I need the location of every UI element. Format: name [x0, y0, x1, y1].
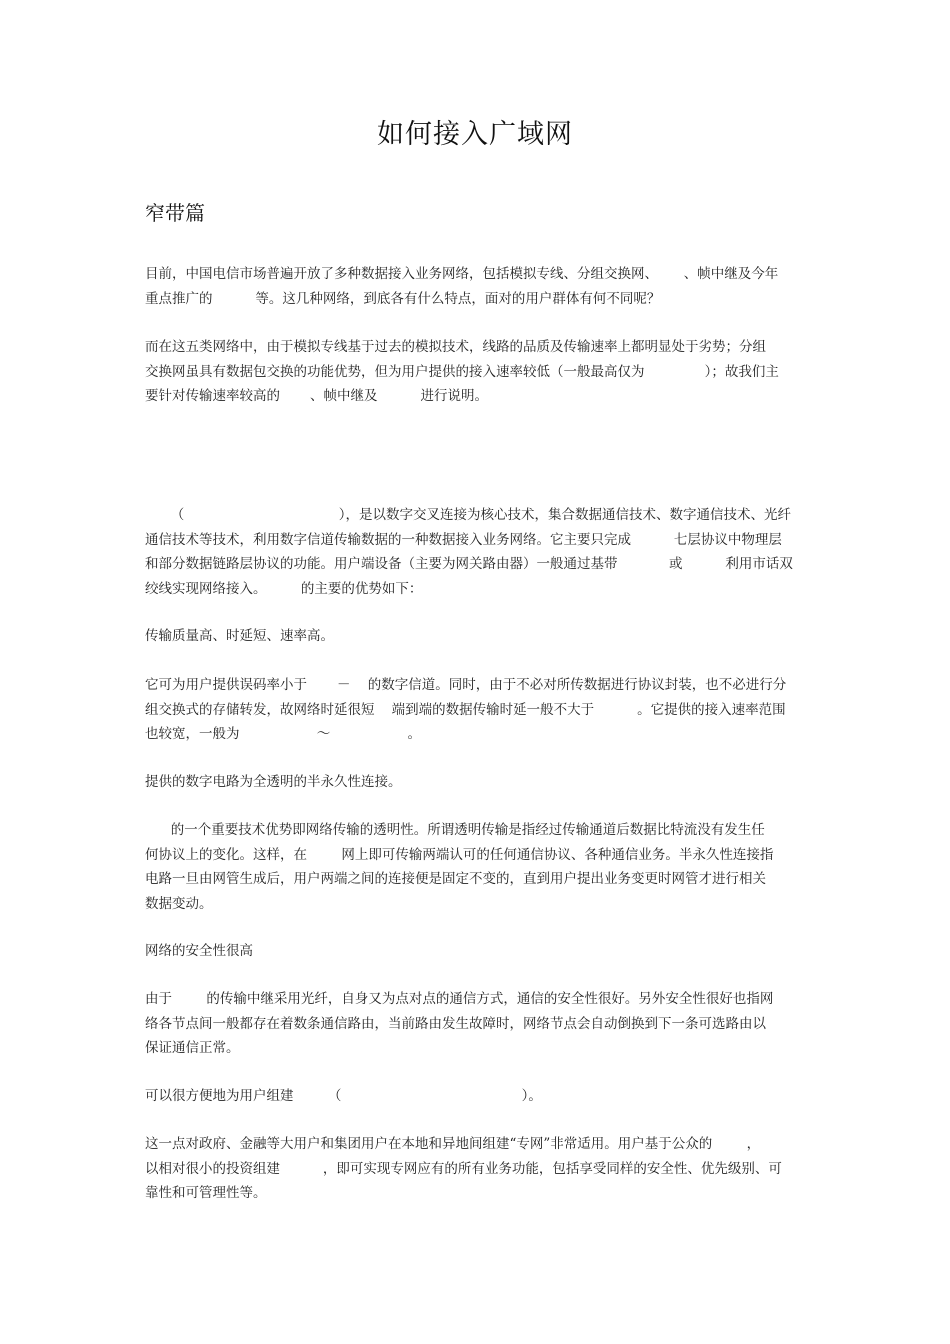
paragraph — [145, 624, 810, 649]
paragraph — [145, 503, 810, 601]
text-line: 电路一旦由网管生成后，用户两端之间的连接便是固定不变的，直到用户提出业务变更时网管才进行相关 — [145, 871, 766, 887]
text-line: 何协议上的变化。这样，在 网上即可传输两端认可的任何通信协议、各种通信业务。半永久性连接指 — [145, 846, 774, 863]
text-line: 也较宽，一般为 ～ 。 — [145, 726, 421, 742]
text-line: 这一点对政府、金融等大用户和集团用户在本地和异地间组建“专网”非常适用。用户基于公众的 ， — [145, 1136, 761, 1152]
text-line: 目前，中国电信市场普遍开放了多种数据接入业务网络，包括模拟专线、分组交换网、 、帧中继及今年 — [145, 266, 779, 282]
text-line: 靠性和可管理性等。 — [145, 1185, 267, 1201]
text-line: 要针对传输速率较高的 、帧中继及 进行说明。 — [145, 388, 488, 404]
paragraph — [145, 818, 810, 916]
text-line: （ ），是以数字交叉连接为核心技术，集合数据通信技术、数字通信技术、光纤 — [145, 507, 791, 523]
text-line: 以相对很小的投资组建 ，即可实现专网应有的所有业务功能，包括享受同样的安全性、优先级别、可 — [145, 1160, 782, 1177]
text-line: 重点推广的 等。这几种网络，到底各有什么特点，面对的用户群体有何不同呢？ — [145, 290, 661, 307]
text-line: 它可为用户提供误码率小于 － 的数字信道。同时，由于不必对所传数据进行协议封装，也不必进行分 — [145, 677, 787, 693]
text-line: 的一个重要技术优势即网络传输的透明性。所谓透明传输是指经过传输通道后数据比特流没有发生任 — [145, 822, 765, 838]
paragraph — [145, 1084, 810, 1109]
paragraph — [145, 770, 810, 795]
text-line: 和部分数据链路层协议的功能。用户端设备（主要为网关路由器）一般通过基带 或 利用市话双 — [145, 556, 793, 572]
text-line: 而在这五类网络中，由于模拟专线基于过去的模拟技术，线路的品质及传输速率上都明显处于劣势；分组 — [145, 339, 766, 355]
text-line: 可以很方便地为用户组建 （ ）。 — [145, 1088, 542, 1104]
paragraph — [145, 939, 810, 964]
text-line: 络各节点间一般都存在着数条通信路由，当前路由发生故障时，网络节点会自动倒换到下一条可选路由以 — [145, 1015, 766, 1032]
text-line: 数据变动。 — [145, 895, 213, 912]
text-line: 传输质量高、时延短、速率高。 — [145, 628, 334, 644]
document-title: 如何接入广域网 — [377, 119, 573, 150]
text-line: 网络的安全性很高 — [145, 943, 253, 959]
paragraph — [145, 335, 810, 409]
paragraph — [145, 262, 810, 311]
text-line: 提供的数字电路为全透明的半永久性连接。 — [145, 774, 402, 790]
text-line: 交换网虽具有数据包交换的功能优势，但为用户提供的接入速率较低（一般最高仅为 ）；故我们主 — [145, 363, 779, 380]
text-line: 组交换式的存储转发，故网络时延很短 端到端的数据传输时延一般不大于 。它提供的接入速率范围 — [145, 701, 786, 718]
text-line: 保证通信正常。 — [145, 1040, 240, 1056]
text-line: 由于 的传输中继采用光纤，自身又为点对点的通信方式，通信的安全性很好。另外安全性很好也指网 — [145, 991, 774, 1007]
text-line: 通信技术等技术，利用数字信道传输数据的一种数据接入业务网络。它主要只完成 七层协议中物理层 — [145, 531, 782, 548]
section-heading: 窄带篇 — [145, 201, 205, 225]
text-line: 绞线实现网络接入。 的主要的优势如下： — [145, 580, 423, 597]
paragraph — [145, 987, 810, 1061]
paragraph — [145, 673, 810, 747]
paragraph — [145, 1132, 810, 1206]
